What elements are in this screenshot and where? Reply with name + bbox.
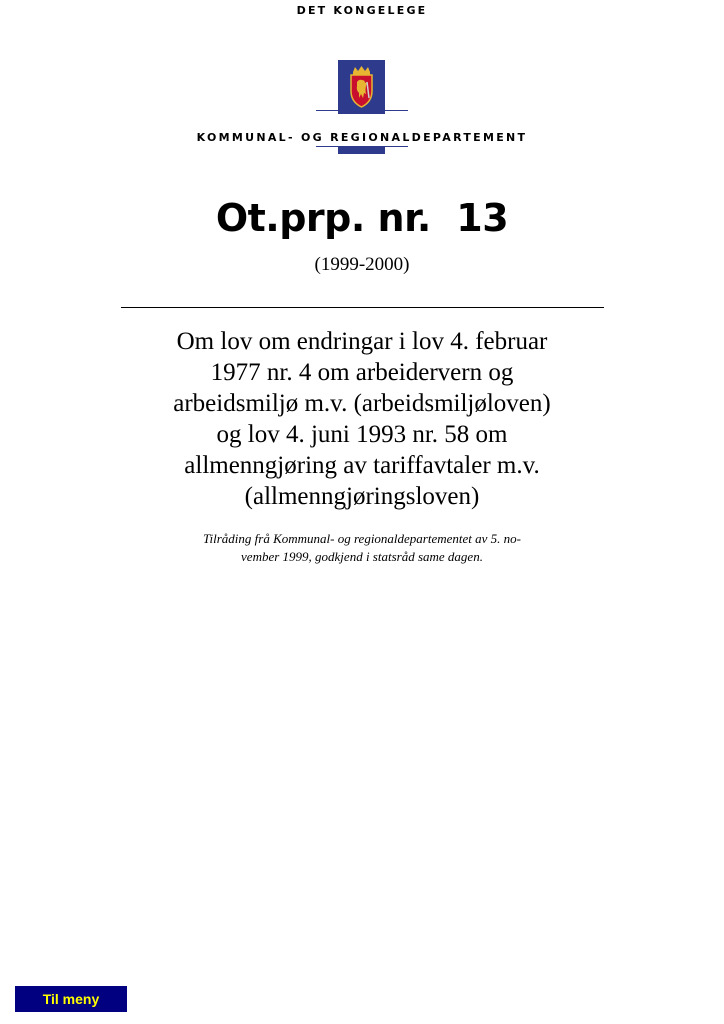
department-name-line1: DET KONGELEGE bbox=[296, 4, 428, 17]
header-rule-top bbox=[316, 110, 408, 111]
document-subject bbox=[140, 326, 584, 512]
subject-line: og lov 4. juni 1993 nr. 58 om bbox=[216, 421, 508, 448]
title-divider bbox=[121, 307, 604, 308]
menu-button[interactable]: Til meny bbox=[15, 986, 127, 1012]
recommendation-line: Tilråding frå Kommunal- og regionaldepartementet av 5. no- bbox=[203, 531, 521, 546]
subject-line: (allmenngjøringsloven) bbox=[244, 483, 480, 510]
document-session: (1999-2000) bbox=[314, 254, 410, 275]
document-title: Ot.prp. nr. 13 bbox=[215, 196, 509, 240]
subject-line: allmenngjøring av tariffavtaler m.v. bbox=[184, 452, 540, 479]
coat-of-arms-icon bbox=[338, 60, 385, 114]
recommendation-note bbox=[150, 530, 574, 566]
recommendation-line: vember 1999, godkjend i statsråd same dagen. bbox=[241, 549, 483, 564]
subject-line: Om lov om endringar i lov 4. februar bbox=[176, 328, 548, 355]
subject-line: 1977 nr. 4 om arbeidervern og bbox=[210, 359, 514, 386]
header-stripe bbox=[338, 147, 385, 154]
subject-line: arbeidsmiljø m.v. (arbeidsmiljøloven) bbox=[173, 390, 551, 417]
department-name-line2: KOMMUNAL- OG REGIONALDEPARTEMENT bbox=[196, 131, 528, 144]
